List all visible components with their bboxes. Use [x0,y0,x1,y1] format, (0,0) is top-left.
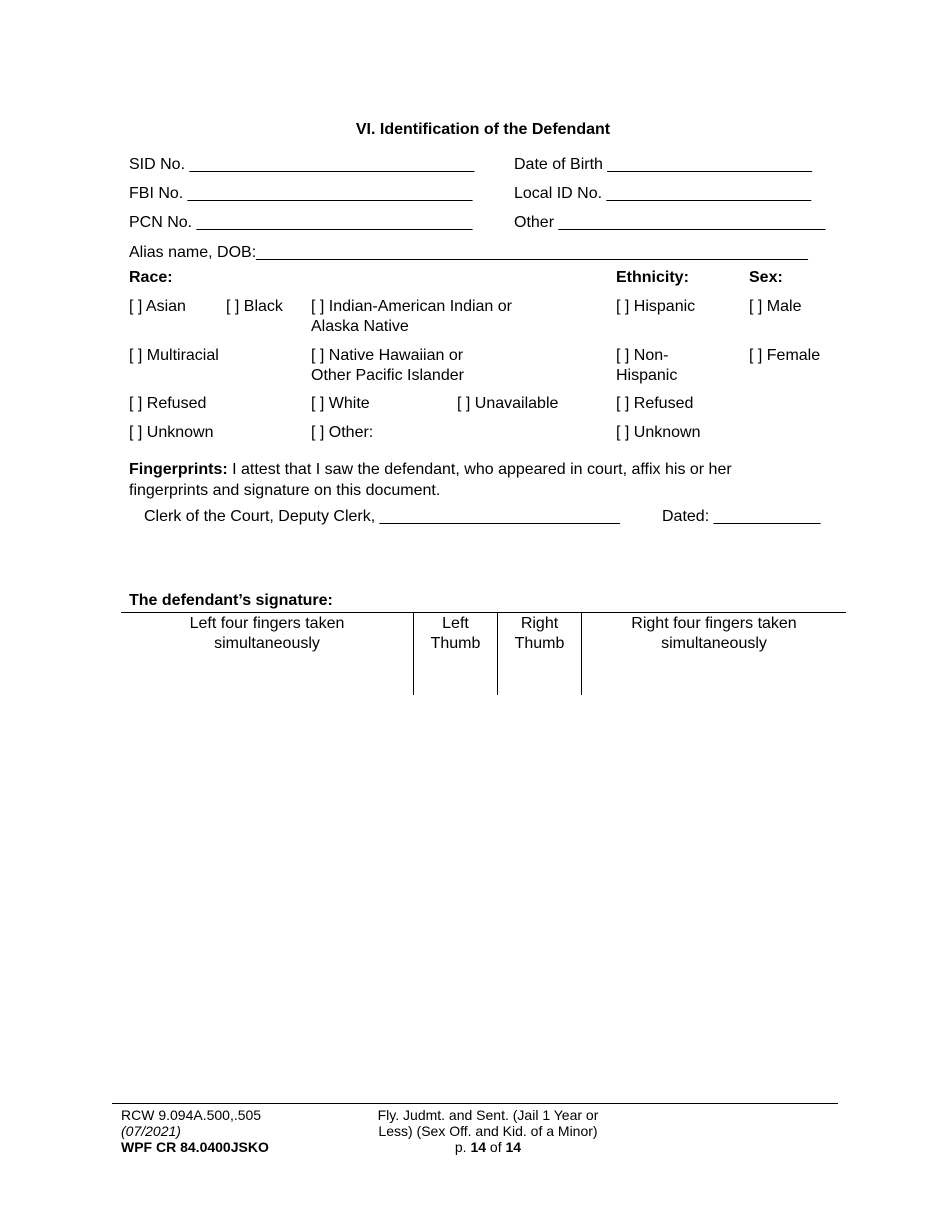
sex-header: Sex: [749,269,783,286]
right-thumb-label-cont: Thumb [514,635,565,652]
right-four-fingers-label: Right four fingers taken [631,615,797,632]
race-white-checkbox[interactable]: [ ] White [311,395,370,412]
left-thumb-box[interactable] [414,614,497,654]
footer-description: Fly. Judmt. and Sent. (Jail 1 Year or [377,1107,599,1123]
race-refused-checkbox[interactable]: [ ] Refused [129,395,207,412]
footer-left [121,1107,269,1155]
left-thumb-label-cont: Thumb [430,635,481,652]
left-thumb-label: Left [442,615,469,632]
pcn-field[interactable]: PCN No. _______________________________ [129,214,473,231]
race-other-checkbox[interactable]: [ ] Other: [311,424,374,441]
race-black-checkbox[interactable]: [ ] Black [226,298,283,315]
race-hawaiian-label-cont: Other Pacific Islander [311,367,464,384]
race-multiracial-checkbox[interactable]: [ ] Multiracial [129,347,219,364]
race-indian-label-cont: Alaska Native [311,318,409,335]
defendant-signature-label: The defendant’s signature: [129,592,333,609]
other-id-field[interactable]: Other ______________________________ [514,214,826,231]
race-unknown-checkbox[interactable]: [ ] Unknown [129,424,214,441]
clerk-signature-field[interactable]: Clerk of the Court, Deputy Clerk, ___________________________ [144,508,620,525]
race-header: Race: [129,269,173,286]
ethnicity-hispanic-checkbox[interactable]: [ ] Hispanic [616,298,696,315]
ethnicity-non-hispanic-checkbox[interactable]: [ ] Non- [616,347,669,364]
alias-field[interactable]: Alias name, DOB:______________________________________________________________ [129,244,808,261]
fingerprints-label: Fingerprints: [129,461,228,478]
signature-line[interactable] [121,612,846,613]
fingerprints-text: I attest that I saw the defendant, who appeared in court, affix his or her [227,461,732,478]
fbi-field[interactable]: FBI No. ________________________________ [129,185,473,202]
left-four-fingers-label-cont: simultaneously [214,635,320,652]
sex-male-checkbox[interactable]: [ ] Male [749,298,802,315]
local-id-field[interactable]: Local ID No. _______________________ [514,185,812,202]
dob-field[interactable]: Date of Birth _______________________ [514,156,813,173]
ethnicity-non-hispanic-label-cont: Hispanic [616,367,678,384]
dated-field[interactable]: Dated: ____________ [662,508,821,525]
ethnicity-header: Ethnicity: [616,269,689,286]
footer-rcw: RCW 9.094A.500,.505 [121,1107,262,1123]
fingerprints-attestation [129,461,732,479]
race-indian-checkbox[interactable]: [ ] Indian-American Indian or [311,298,512,315]
right-four-fingers-box[interactable] [582,614,846,654]
fingerprints-text-cont: fingerprints and signature on this document. [129,482,441,499]
race-hawaiian-checkbox[interactable]: [ ] Native Hawaiian or [311,347,464,364]
footer-page-number: p. 14 of 14 [454,1139,522,1155]
right-thumb-label: Right [520,615,559,632]
footer-divider [112,1103,838,1104]
left-four-fingers-box[interactable] [121,614,413,654]
footer-center [320,1107,656,1155]
section-title: VI. Identification of the Defendant [355,121,611,138]
race-unavailable-checkbox[interactable]: [ ] Unavailable [457,395,559,412]
right-thumb-box[interactable] [498,614,581,654]
left-four-fingers-label: Left four fingers taken [189,615,345,632]
race-asian-checkbox[interactable]: [ ] Asian [129,298,186,315]
ethnicity-unknown-checkbox[interactable]: [ ] Unknown [616,424,701,441]
sid-field[interactable]: SID No. ________________________________ [129,156,475,173]
ethnicity-refused-checkbox[interactable]: [ ] Refused [616,395,694,412]
footer-date: (07/2021) [121,1123,181,1139]
right-four-fingers-label-cont: simultaneously [661,635,767,652]
sex-female-checkbox[interactable]: [ ] Female [749,347,821,364]
footer-form-number: WPF CR 84.0400JSKO [121,1139,269,1155]
footer-description-cont: Less) (Sex Off. and Kid. of a Minor) [378,1123,598,1139]
